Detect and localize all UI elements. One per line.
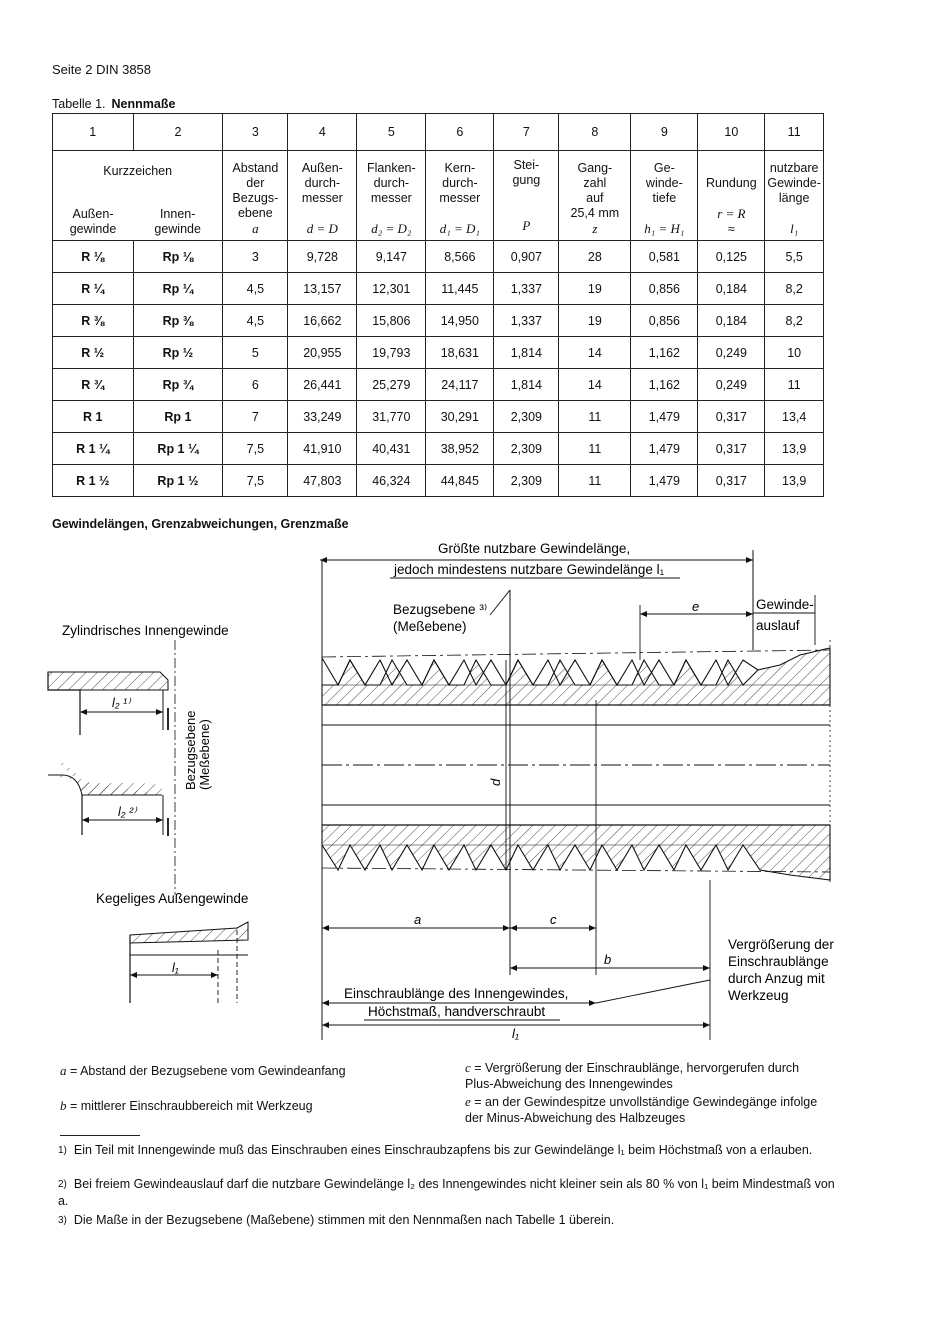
table-row xyxy=(53,433,824,465)
table-cell: 44,845 xyxy=(426,465,494,497)
table-row xyxy=(53,273,824,305)
symbol-d2: d₂ = D₂ xyxy=(371,221,412,236)
symbol-approx: ≈ xyxy=(727,222,735,236)
cell-innengewinde: Rp ½ xyxy=(133,337,223,369)
pitch-line xyxy=(322,650,830,657)
cell-innengewinde: Rp 1 xyxy=(133,401,223,433)
col-number: 1 xyxy=(53,114,134,151)
table-cell: 25,279 xyxy=(357,369,426,401)
col-number: 6 xyxy=(426,114,494,151)
table-cell: 1,479 xyxy=(631,401,698,433)
footnote-number: 1) xyxy=(58,1145,67,1156)
table-cell: 1,337 xyxy=(494,273,559,305)
header-rundung xyxy=(698,151,765,241)
label-messebene-vertical: (Meßebene) xyxy=(197,719,212,790)
label-einschraub-2: Höchstmaß, handverschraubt xyxy=(368,1004,546,1019)
label-gewinde: Gewinde- xyxy=(756,597,814,612)
footnote-text: Die Maße in der Bezugsebene (Maßebene) stimmen mit den Nennmaßen nach Tabelle 1 überein. xyxy=(73,1213,615,1227)
header-gewindetiefe xyxy=(631,151,698,241)
table-cell: 7 xyxy=(223,401,288,433)
cell-aussengewinde: R ¼ xyxy=(53,273,134,305)
label-zylindrisches: Zylindrisches Innengewinde xyxy=(62,623,229,638)
col-number: 8 xyxy=(559,114,631,151)
header-nutzbare-laenge-label: nutzbare Gewinde- länge xyxy=(767,161,821,205)
cell-aussengewinde: R ½ xyxy=(53,337,134,369)
legend-a xyxy=(60,1063,420,1079)
header-row xyxy=(53,151,824,192)
table-cell: 40,431 xyxy=(357,433,426,465)
table-cell: 20,955 xyxy=(288,337,357,369)
table-cell: 11 xyxy=(559,401,631,433)
cell-aussengewinde: R 1 ½ xyxy=(53,465,134,497)
table-cell: 26,441 xyxy=(288,369,357,401)
header-kerndurchmesser xyxy=(426,151,494,241)
label-a: a xyxy=(414,912,422,927)
table-cell: 30,291 xyxy=(426,401,494,433)
header-flankendurchmesser-label: Flanken- durch- messer xyxy=(367,161,416,205)
cell-innengewinde: Rp 1 ½ xyxy=(133,465,223,497)
table-cell: 10 xyxy=(765,337,824,369)
page-header: Seite 2 DIN 3858 xyxy=(52,62,152,77)
symbol-p: P xyxy=(522,217,531,233)
header-rundung-label: Rundung xyxy=(705,176,757,190)
table-cell: 13,9 xyxy=(765,465,824,497)
table-cell: 0,249 xyxy=(698,337,765,369)
table-cell: 4,5 xyxy=(223,305,288,337)
label-c: c xyxy=(550,912,557,927)
symbol-z: z xyxy=(592,221,598,236)
table-cell: 11,445 xyxy=(426,273,494,305)
table-cell: 0,907 xyxy=(494,241,559,273)
symbol-d: d = D xyxy=(306,221,338,236)
kurzzeichen-header: Kurzzeichen xyxy=(53,151,223,192)
upper-part-hatch xyxy=(48,672,168,690)
cell-innengewinde: Rp 1 ¼ xyxy=(133,433,223,465)
header-aussendurchmesser-label: Außen- durch- messer xyxy=(301,161,343,205)
table-cell: 0,581 xyxy=(631,241,698,273)
label-messebene: (Meßebene) xyxy=(393,619,467,634)
label-auslauf: auslauf xyxy=(756,618,800,633)
label-l1: l₁ xyxy=(512,1026,519,1041)
header-abstand-label: Abstand der Bezugs- ebene xyxy=(232,161,279,220)
table-row xyxy=(53,401,824,433)
col-number: 5 xyxy=(357,114,426,151)
table-cell: 1,479 xyxy=(631,433,698,465)
header-aussengewinde: Außen- gewinde xyxy=(53,191,134,241)
table-cell: 0,184 xyxy=(698,273,765,305)
table-row xyxy=(53,369,824,401)
label-bezugsebene: Bezugsebene ³⁾ xyxy=(393,602,488,617)
header-steigung-label: Stei- gung xyxy=(512,157,541,187)
table-cell: 4,5 xyxy=(223,273,288,305)
header-aussendurchmesser xyxy=(288,151,357,241)
label-kegeliges: Kegeliges Außengewinde xyxy=(96,891,249,906)
table-cell: 8,566 xyxy=(426,241,494,273)
legend-sym: c xyxy=(465,1060,471,1075)
label-l1-small: l₁ xyxy=(172,961,179,975)
symbol-a: a xyxy=(252,221,259,236)
table-cell: 0,125 xyxy=(698,241,765,273)
table-cell: 7,5 xyxy=(223,433,288,465)
legend-b xyxy=(60,1098,420,1114)
label-verg-3: durch Anzug mit xyxy=(728,971,825,986)
header-gangzahl xyxy=(559,151,631,241)
cell-innengewinde: Rp ¼ xyxy=(133,273,223,305)
table-cell: 1,162 xyxy=(631,337,698,369)
header-steigung xyxy=(494,151,559,241)
cell-aussengewinde: R 1 ¼ xyxy=(53,433,134,465)
header-kerndurchmesser-label: Kern- durch- messer xyxy=(439,161,481,205)
leader-bezug xyxy=(490,590,510,615)
footnote-text: Ein Teil mit Innengewinde muß das Einschrauben eines Einschraubzapfens bis zur Gewindelänge l₁ beim Höchstmaß von a erlauben. xyxy=(73,1143,813,1157)
col-number: 10 xyxy=(698,114,765,151)
col-number: 11 xyxy=(765,114,824,151)
label-d: d xyxy=(488,778,503,786)
table-cell: 19,793 xyxy=(357,337,426,369)
table-cell: 1,479 xyxy=(631,465,698,497)
table-cell: 8,2 xyxy=(765,305,824,337)
table-cell: 28 xyxy=(559,241,631,273)
table-cell: 13,157 xyxy=(288,273,357,305)
table-cell: 13,9 xyxy=(765,433,824,465)
legend-text: = Vergrößerung der Einschraublänge, hervorgerufen durch Plus-Abweichung des Innengewindes xyxy=(465,1061,800,1091)
table-cell: 1,162 xyxy=(631,369,698,401)
table-cell: 0,184 xyxy=(698,305,765,337)
table-cell: 11 xyxy=(765,369,824,401)
col-number: 4 xyxy=(288,114,357,151)
cell-innengewinde: Rp ¾ xyxy=(133,369,223,401)
footnote-3 xyxy=(58,1212,838,1229)
legend-text: = mittlerer Einschraubbereich mit Werkzeug xyxy=(69,1099,313,1113)
table-cell: 24,117 xyxy=(426,369,494,401)
label-verg-2: Einschraublänge xyxy=(728,954,829,969)
table-cell: 5 xyxy=(223,337,288,369)
table-cell: 14 xyxy=(559,337,631,369)
cell-aussengewinde: R ¾ xyxy=(53,369,134,401)
symbol-l1: l₁ xyxy=(790,221,799,236)
table-cell: 41,910 xyxy=(288,433,357,465)
footnote-number: 3) xyxy=(58,1215,67,1226)
table-cell: 2,309 xyxy=(494,433,559,465)
legend-text: = Abstand der Bezugsebene vom Gewindeanfang xyxy=(69,1064,346,1078)
table-cell: 7,5 xyxy=(223,465,288,497)
table-row xyxy=(53,465,824,497)
legend-text: = an der Gewindespitze unvollständige Gewindegänge infolge der Minus-Abweichung des Halbzeuges xyxy=(465,1095,818,1125)
symbol-d1: d₁ = D₁ xyxy=(439,221,480,236)
table-cell: 12,301 xyxy=(357,273,426,305)
table-cell: 11 xyxy=(559,465,631,497)
table-cell: 11 xyxy=(559,433,631,465)
footnote-2 xyxy=(58,1176,838,1210)
table-cell: 31,770 xyxy=(357,401,426,433)
table-cell: 18,631 xyxy=(426,337,494,369)
table-cell: 9,147 xyxy=(357,241,426,273)
table-cell: 5,5 xyxy=(765,241,824,273)
table-cell: 19 xyxy=(559,273,631,305)
table-cell: 13,4 xyxy=(765,401,824,433)
thread-figure xyxy=(0,530,950,1050)
table-cell: 14,950 xyxy=(426,305,494,337)
cell-aussengewinde: R ⅜ xyxy=(53,305,134,337)
upper-thread-band xyxy=(322,648,830,705)
header-innengewinde: Innen- gewinde xyxy=(133,191,223,241)
legend-c xyxy=(465,1060,825,1092)
table-caption-title: Nennmaße xyxy=(111,97,176,111)
table-cell: 0,317 xyxy=(698,433,765,465)
section-title: Gewindelängen, Grenzabweichungen, Grenzmaße xyxy=(52,517,349,531)
label-verg-1: Vergrößerung der xyxy=(728,937,834,952)
cell-aussengewinde: R ⅛ xyxy=(53,241,134,273)
footnote-text: Bei freiem Gewindeauslauf darf die nutzbare Gewindelänge l₂ des Innengewindes nicht kleiner sein als 80 % von l₁ beim Mindestmaß von a. xyxy=(58,1177,835,1208)
table-row xyxy=(53,305,824,337)
table-cell: 33,249 xyxy=(288,401,357,433)
table-cell: 2,309 xyxy=(494,465,559,497)
label-l2-1: l₂ ¹⁾ xyxy=(112,696,131,710)
header-abstand xyxy=(223,151,288,241)
legend-sym: a xyxy=(60,1063,67,1078)
table-cell: 8,2 xyxy=(765,273,824,305)
label-bezugsebene-vertical: Bezugsebene xyxy=(183,710,198,790)
symbol-r: r = R xyxy=(717,206,746,221)
legend-e xyxy=(465,1094,825,1126)
label-groesste: Größte nutzbare Gewindelänge, xyxy=(438,541,631,556)
table-cell: 3 xyxy=(223,241,288,273)
col-number: 9 xyxy=(631,114,698,151)
table-cell: 6 xyxy=(223,369,288,401)
col-number: 7 xyxy=(494,114,559,151)
table-cell: 1,814 xyxy=(494,337,559,369)
label-l2-2: l₂ ²⁾ xyxy=(118,805,137,819)
symbol-h1: h₁ = H₁ xyxy=(644,221,685,236)
table-cell: 9,728 xyxy=(288,241,357,273)
lower-part-hatch xyxy=(48,762,162,795)
column-number-row xyxy=(53,114,824,151)
nennmasse-table xyxy=(52,113,824,497)
table-cell: 47,803 xyxy=(288,465,357,497)
table-cell: 19 xyxy=(559,305,631,337)
keg-part-hatch xyxy=(130,922,248,943)
header-flankendurchmesser xyxy=(357,151,426,241)
table-row xyxy=(53,241,824,273)
cell-innengewinde: Rp ⅛ xyxy=(133,241,223,273)
col-number: 2 xyxy=(133,114,223,151)
table-cell: 0,856 xyxy=(631,273,698,305)
table-cell: 0,317 xyxy=(698,401,765,433)
leader-vergroesserung xyxy=(596,980,710,1003)
table-cell: 14 xyxy=(559,369,631,401)
table-caption xyxy=(52,97,175,111)
table-cell: 1,337 xyxy=(494,305,559,337)
table-cell: 0,249 xyxy=(698,369,765,401)
cell-innengewinde: Rp ⅜ xyxy=(133,305,223,337)
table-cell: 1,814 xyxy=(494,369,559,401)
label-verg-4: Werkzeug xyxy=(728,988,789,1003)
legend-sym: b xyxy=(60,1098,67,1113)
cell-aussengewinde: R 1 xyxy=(53,401,134,433)
header-gewindetiefe-label: Ge- winde- tiefe xyxy=(645,161,683,205)
footnote-1 xyxy=(58,1142,838,1159)
table-cell: 0,856 xyxy=(631,305,698,337)
table-cell: 15,806 xyxy=(357,305,426,337)
table-cell: 46,324 xyxy=(357,465,426,497)
label-e: e xyxy=(692,599,700,614)
col-number: 3 xyxy=(223,114,288,151)
pitch-line xyxy=(322,868,830,872)
table-cell: 16,662 xyxy=(288,305,357,337)
table-row xyxy=(53,337,824,369)
label-einschraub-1: Einschraublänge des Innengewindes, xyxy=(344,986,569,1001)
footnote-divider xyxy=(60,1135,140,1136)
label-jedoch: jedoch mindestens nutzbare Gewindelänge l₁ xyxy=(394,562,665,577)
label-b: b xyxy=(604,952,612,967)
footnote-number: 2) xyxy=(58,1179,67,1190)
table-cell: 0,317 xyxy=(698,465,765,497)
table-cell: 2,309 xyxy=(494,401,559,433)
table-cell: 38,952 xyxy=(426,433,494,465)
legend-sym: e xyxy=(465,1094,471,1109)
header-nutzbare-laenge xyxy=(765,151,824,241)
table-caption-prefix: Tabelle 1. xyxy=(52,97,106,111)
header-gangzahl-label: Gang- zahl auf 25,4 mm xyxy=(570,161,620,220)
